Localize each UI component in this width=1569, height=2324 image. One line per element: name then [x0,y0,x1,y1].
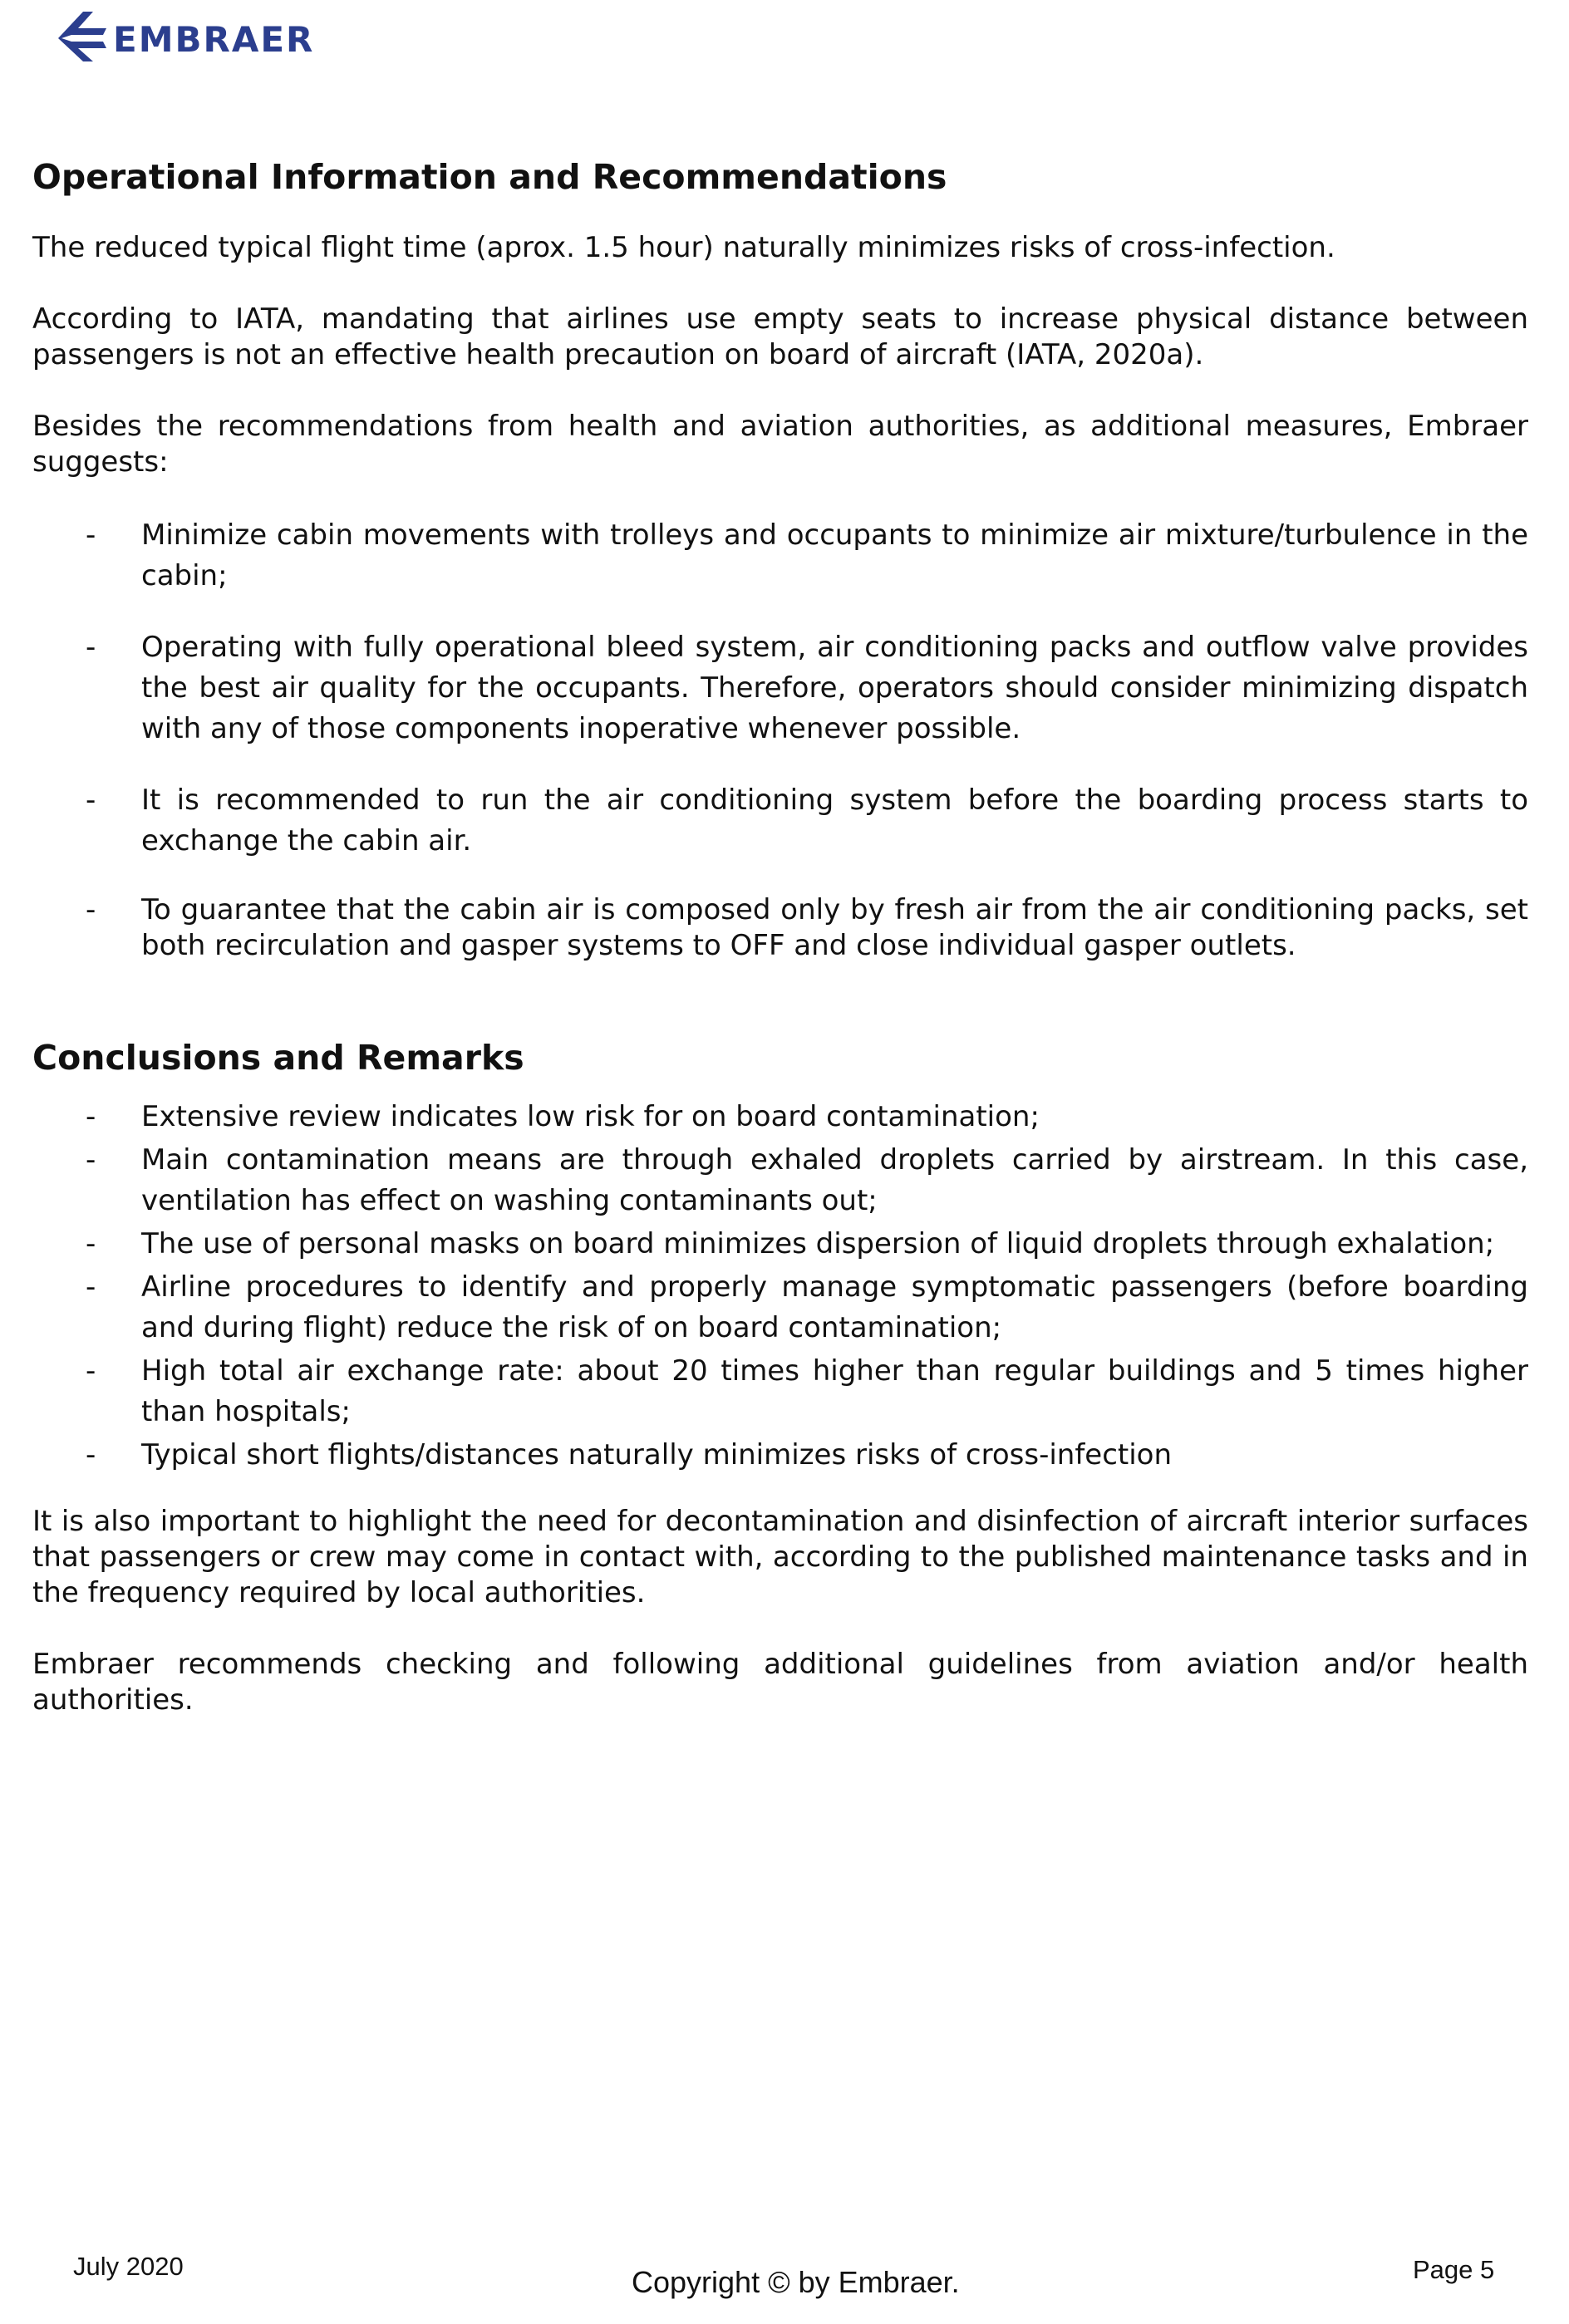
list-item: - Extensive review indicates low risk for on board contamination; [86,1100,1040,1133]
conclusions-bullet-list [32,1097,1528,1476]
footer-copyright: Copyright © by Embraer. [632,2265,960,2299]
list-item: - Main contamination means are through exhaled droplets carried by airstream. In this case, ventilation has effect on washing contaminants out; [86,1143,1528,1217]
section-title-conclusions: Conclusions and Remarks [32,1038,524,1078]
list-item: - Typical short flights/distances naturally minimizes risks of cross-infection [86,1438,1173,1472]
operational-bullet-list [32,515,1528,964]
list-item: - The use of personal masks on board minimizes dispersion of liquid droplets through exhalation; [86,1227,1495,1260]
document-body [32,156,1528,1718]
section-title-operational: Operational Information and Recommendations [32,157,947,197]
list-item: - To guarantee that the cabin air is composed only by fresh air from the air conditioning packs, set both recirculation and gasper systems to OFF and close individual gasper outlets. [86,893,1528,962]
list-item: - Airline procedures to identify and properly manage symptomatic passengers (before boarding and during flight) reduce the risk of on board contamination; [86,1270,1528,1344]
paragraph-decontamination: It is also important to highlight the need for decontamination and disinfection of aircraft interior surfaces that passengers or crew may come in contact with, according to the published maintenance tasks and in the frequency required by local authorities. [32,1505,1528,1609]
paragraph-flight-time: The reduced typical flight time (aprox. 1.5 hour) naturally minimizes risks of cross-infection. [32,231,1335,264]
paragraph-guidelines: Embraer recommends checking and following additional guidelines from aviation and/or health authorities. [32,1648,1528,1717]
list-item: - Operating with fully operational bleed system, air conditioning packs and outflow valve provides the best air quality for the occupants. Therefore, operators should consider minimizing dispatch with any of those components inoperative whenever possible. [86,631,1528,745]
footer-page-number: Page 5 [1413,2255,1495,2284]
footer-date: July 2020 [73,2252,184,2281]
svg-text:EMBRAER: EMBRAER [113,19,315,60]
list-item: - High total air exchange rate: about 20 times higher than regular buildings and 5 times higher than hospitals; [86,1354,1528,1428]
paragraph-iata: According to IATA, mandating that airlines use empty seats to increase physical distance between passengers is not an effective health precaution on board of aircraft (IATA, 2020a). [32,302,1528,371]
paragraph-additional-measures: Besides the recommendations from health and aviation authorities, as additional measures, Embraer suggests: [32,410,1528,479]
list-item: - Minimize cabin movements with trolleys and occupants to minimize air mixture/turbulence in the cabin; [86,518,1528,592]
list-item: - It is recommended to run the air conditioning system before the boarding process starts to exchange the cabin air. [86,784,1528,857]
embraer-logo [55,10,354,63]
